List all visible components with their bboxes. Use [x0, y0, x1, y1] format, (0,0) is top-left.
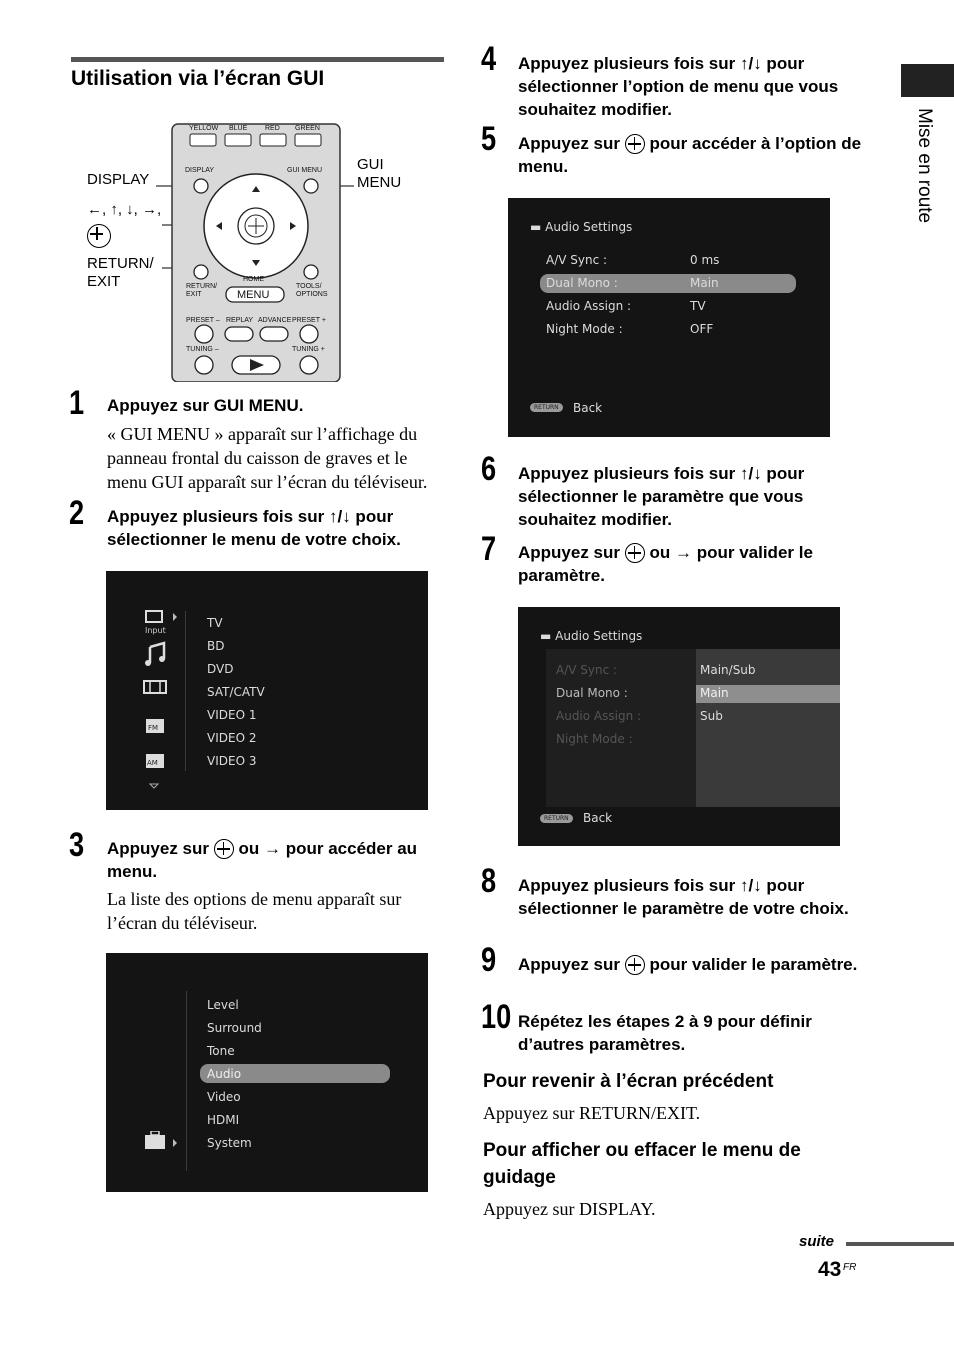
step-number: 1 [69, 384, 85, 422]
continued-rule [846, 1242, 954, 1246]
remote-return-label: RETURN/ EXIT [186, 283, 218, 298]
menu-item: DVD [207, 662, 234, 676]
step-2-heading: Appuyez plusieurs fois sur ↑/↓ pour sélectionner le menu de votre choix. [107, 507, 401, 549]
remote-tuning-minus-label: TUNING – [186, 346, 219, 353]
menu-item-selected: Audio [207, 1067, 242, 1081]
tv-screen-settings-menu [106, 953, 428, 1192]
enter-icon [625, 955, 645, 975]
tv-screen-dual-mono-options [518, 607, 840, 846]
step-1-body: « GUI MENU » apparaît sur l’affichage du panneau frontal du caisson de graves et le menu GUI apparaît sur l’écran du téléviseur. [107, 424, 428, 492]
step-number: 2 [69, 494, 85, 532]
side-tab-label: Mise en route [914, 108, 935, 224]
menu-item: BD [207, 639, 225, 653]
svg-text:Input: Input [145, 626, 166, 635]
setting-label: A/V Sync : [546, 253, 608, 267]
side-tab [901, 64, 954, 97]
svg-text:AM: AM [147, 759, 158, 767]
back-label: Back [573, 401, 603, 415]
menu-item: TV [207, 616, 223, 630]
remote-advance-label: ADVANCE [258, 317, 292, 324]
svg-text:FM: FM [148, 724, 159, 732]
menu-category-icons [140, 609, 185, 789]
menu-item: Tone [207, 1044, 235, 1058]
remote-preset-plus-label: PRESET + [292, 317, 326, 324]
return-badge: RETURN [530, 403, 563, 412]
setting-label: Night Mode : [556, 732, 633, 746]
back-label: Back [583, 811, 613, 825]
setting-label: A/V Sync : [556, 663, 618, 677]
enter-icon [625, 134, 645, 154]
toolbox-icon [142, 1131, 182, 1175]
step-1-heading: Appuyez sur GUI MENU. [107, 396, 304, 415]
menu-item: System [207, 1136, 252, 1150]
remote-blue-label: BLUE [229, 125, 248, 132]
remote-menu-label: MENU [237, 289, 270, 301]
remote-gui-menu-label: GUI MENU [287, 167, 322, 174]
toolbox-icon: ▬ [530, 220, 542, 234]
menu-item: VIDEO 2 [207, 731, 257, 745]
setting-label: Dual Mono : [556, 686, 628, 700]
remote-replay-label: REPLAY [226, 317, 254, 324]
subsection-body-guide: Appuyez sur DISPLAY. [483, 1199, 656, 1219]
setting-value: Main [690, 276, 719, 290]
setting-value: TV [690, 299, 706, 313]
step-number: 6 [481, 450, 497, 488]
step-6-heading: Appuyez plusieurs fois sur ↑/↓ pour sélectionner le paramètre que vous souhaitez modifier. [518, 464, 805, 529]
option-item-selected: Main [700, 686, 729, 700]
step-8-heading: Appuyez plusieurs fois sur ↑/↓ pour sélectionner le paramètre de votre choix. [518, 876, 849, 918]
subsection-title-guide: Pour afficher ou effacer le menu de guidage [483, 1140, 801, 1188]
remote-drawing [150, 120, 360, 382]
option-item: Main/Sub [700, 663, 756, 677]
remote-label-return-exit: RETURN/ EXIT [87, 255, 154, 290]
screen-title: ▬ Audio Settings [540, 629, 643, 643]
setting-label: Audio Assign : [556, 709, 642, 723]
menu-item: Video [207, 1090, 241, 1104]
section-title: Utilisation via l’écran GUI [71, 67, 325, 90]
remote-label-gui-menu: GUI MENU [357, 156, 402, 191]
setting-label: Night Mode : [546, 322, 623, 336]
menu-item: HDMI [207, 1113, 240, 1127]
setting-label: Audio Assign : [546, 299, 632, 313]
step-number: 7 [481, 530, 497, 568]
toolbox-icon: ▬ [540, 629, 552, 643]
page-number: 43 [818, 1258, 842, 1281]
step-9-heading: Appuyez sur pour valider le paramètre. [518, 955, 858, 974]
step-number: 10 [481, 998, 512, 1036]
menu-item: VIDEO 1 [207, 708, 257, 722]
step-3-heading: Appuyez sur ou → pour accéder au menu. [107, 839, 418, 881]
remote-label-display: DISPLAY [87, 171, 150, 188]
step-7-heading: Appuyez sur ou → pour valider le paramètre. [518, 543, 813, 585]
subsection-body-return: Appuyez sur RETURN/EXIT. [483, 1103, 701, 1123]
remote-green-label: GREEN [295, 125, 320, 132]
tv-screen-input-menu [106, 571, 428, 810]
menu-item: Surround [207, 1021, 262, 1035]
page-lang: FR [843, 1262, 857, 1273]
remote-home-label: HOME [243, 276, 264, 283]
step-number: 5 [481, 120, 497, 158]
step-number: 9 [481, 941, 497, 979]
setting-label: Dual Mono : [546, 276, 618, 290]
enter-icon [214, 839, 234, 859]
subsection-title-return: Pour revenir à l’écran précédent [483, 1071, 774, 1092]
step-5-heading: Appuyez sur pour accéder à l’option de menu. [518, 134, 862, 176]
remote-red-label: RED [265, 125, 280, 132]
option-item: Sub [700, 709, 723, 723]
enter-icon [87, 224, 111, 248]
setting-value: OFF [690, 322, 714, 336]
menu-item: SAT/CATV [207, 685, 265, 699]
remote-tuning-plus-label: TUNING + [292, 346, 325, 353]
remote-tools-label: TOOLS/ OPTIONS [296, 283, 328, 298]
remote-display-label: DISPLAY [185, 167, 215, 174]
return-badge: RETURN [540, 814, 573, 823]
step-number: 3 [69, 826, 85, 864]
menu-item: VIDEO 3 [207, 754, 257, 768]
setting-value: 0 ms [690, 253, 720, 267]
step-number: 8 [481, 862, 497, 900]
remote-preset-minus-label: PRESET – [186, 317, 220, 324]
step-10-heading: Répétez les étapes 2 à 9 pour définir d’autres paramètres. [518, 1012, 812, 1054]
menu-item: Level [207, 998, 239, 1012]
continued-label: suite [799, 1233, 835, 1250]
section-rule [71, 57, 444, 62]
enter-icon [625, 543, 645, 563]
remote-label-arrows: ←, ↑, ↓, →, [87, 201, 162, 218]
remote-yellow-label: YELLOW [189, 125, 219, 132]
screen-title: ▬ Audio Settings [530, 220, 633, 234]
step-3-body: La liste des options de menu apparaît sur l’écran du téléviseur. [107, 889, 402, 933]
step-number: 4 [481, 40, 497, 78]
tv-screen-audio-settings [508, 198, 830, 437]
step-4-heading: Appuyez plusieurs fois sur ↑/↓ pour sélectionner l’option de menu que vous souhaitez modifier. [518, 54, 839, 119]
